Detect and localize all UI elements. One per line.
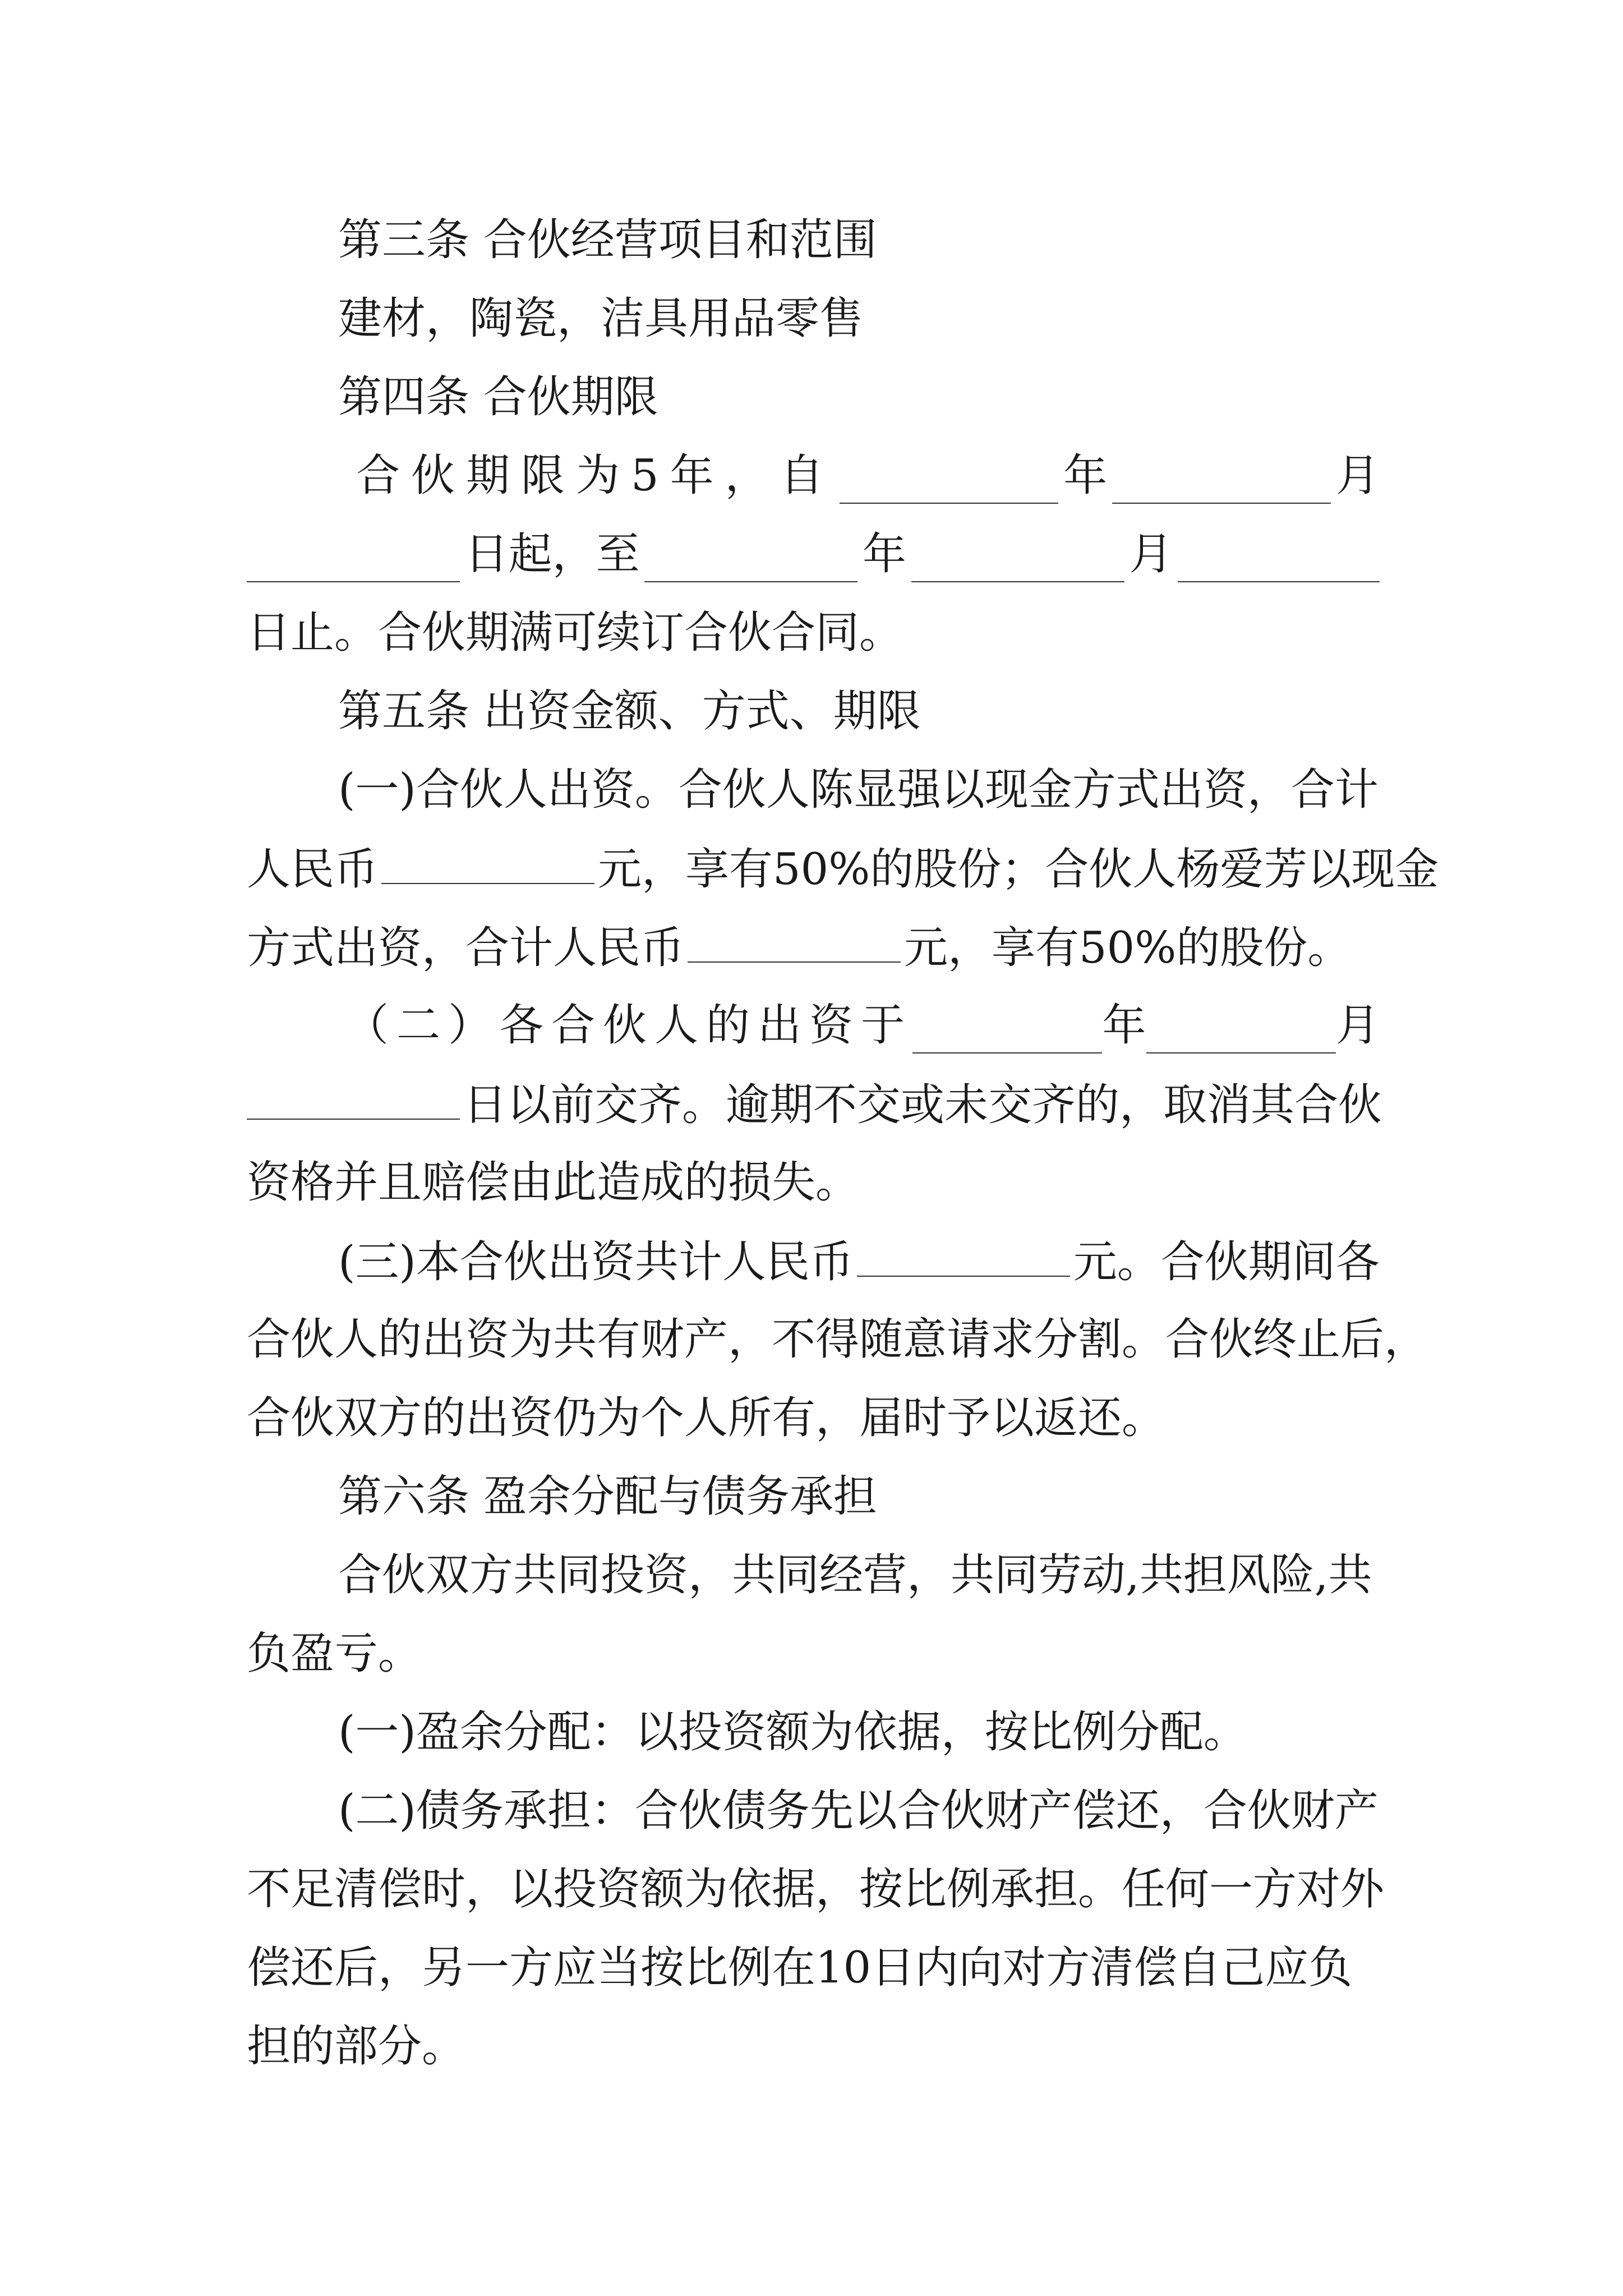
year-label: 年	[862, 529, 906, 579]
article6-intro-line1: 合伙双方共同投资，共同经营，共同劳动,共担风险,共	[338, 1550, 1372, 1600]
article6-heading: 第六条 盈余分配与债务承担	[338, 1471, 877, 1522]
article3-scope: 建材，陶瓷，洁具用品零售	[338, 293, 864, 344]
start-day-blank	[247, 539, 460, 582]
deadline-month-blank	[1146, 1010, 1336, 1053]
article4-line1	[356, 448, 1380, 504]
start-year-blank	[840, 460, 1058, 504]
end-day-blank	[1178, 539, 1380, 582]
article4-line3: 日止。合伙期满可续订合伙合同。	[247, 608, 903, 658]
start-month-blank	[1112, 460, 1331, 504]
end-month-blank	[911, 539, 1124, 582]
article5-p3-line2: 合伙人的出资为共有财产，不得随意请求分割。合伙终止后，	[247, 1314, 1428, 1365]
article6-intro-line2: 负盈亏。	[247, 1628, 422, 1679]
amount-blank-1	[381, 840, 594, 884]
article6-p2-line1: (二)债务承担：合伙债务先以合伙财产偿还，合伙财产	[338, 1786, 1378, 1836]
article5-p3-line1: (三)本合伙出资共计人民币 元。合伙期间各	[338, 1233, 1380, 1290]
month-label: 月	[1129, 529, 1173, 579]
article5-heading: 第五条 出资金额、方式、期限	[338, 686, 921, 737]
day-from-label: 日起，至	[464, 529, 640, 579]
article5-p2-line3: 资格并且赔偿由此造成的损失。	[247, 1157, 860, 1208]
article5-p1-line3: 方式出资，合计人民币 元，享有50%的股份。	[247, 919, 1351, 976]
article3-heading: 第三条 合伙经营项目和范围	[338, 215, 877, 265]
article6-p2-line4: 担的部分。	[247, 2021, 466, 2072]
amount-blank-2	[688, 919, 901, 963]
month-label: 月	[1335, 450, 1380, 501]
article6-p1: (一)盈余分配：以投资额为依据，按比例分配。	[338, 1707, 1247, 1757]
article5-p1-line2: 人民币 元，享有50%的股份；合伙人杨爱芳以现金	[247, 840, 1438, 898]
term-text: 合伙期限为5年，自	[356, 450, 835, 501]
total-amount-blank	[857, 1233, 1070, 1277]
article5-p2-line2: 日以前交齐。逾期不交或未交齐的，取消其合伙	[247, 1076, 1382, 1133]
article6-p2-line3: 偿还后，另一方应当按比例在10日内向对方清偿自己应负	[247, 1943, 1353, 1993]
article4-heading: 第四条 合伙期限	[338, 372, 658, 422]
article6-p2-line2: 不足清偿时，以投资额为依据，按比例承担。任何一方对外	[247, 1864, 1385, 1915]
end-year-blank	[644, 539, 857, 582]
year-label: 年	[1063, 450, 1108, 501]
article5-p1-line1: (一)合伙人出资。合伙人陈显强以现金方式出资，合计	[338, 765, 1378, 815]
article5-p3-line3: 合伙双方的出资仍为个人所有，届时予以返还。	[247, 1393, 1166, 1443]
article5-p2-line1: （二）各合伙人的出资于 年 月	[345, 997, 1380, 1053]
deadline-day-blank	[247, 1076, 460, 1120]
deadline-year-blank	[912, 1010, 1102, 1053]
article4-line2	[247, 526, 1380, 582]
